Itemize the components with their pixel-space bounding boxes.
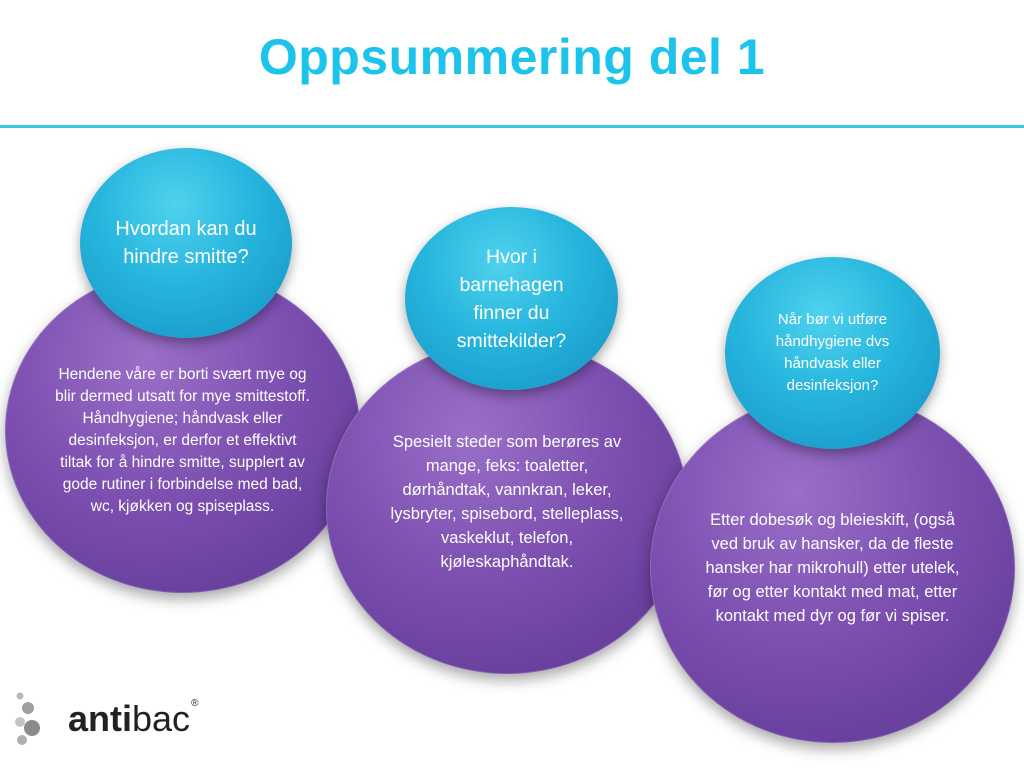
slide-title: Oppsummering del 1 — [258, 29, 766, 85]
title-divider — [0, 125, 1024, 128]
answer-text-3: Etter dobesøk og bleieskift, (også ved bruk av hansker, da de fleste hansker har mikrohull) etter utelek, før og etter kontakt med mat, etter kontakt med dyr og før vi spiser. — [705, 511, 960, 625]
antibac-logo — [12, 690, 212, 750]
logo-part1: anti — [68, 698, 133, 739]
question-bubble-2 — [405, 207, 618, 390]
question-text-1: Hvordan kan du hindre smitte? — [115, 218, 257, 268]
answer-text-1: Hendene våre er borti svært mye og blir dermed utsatt for mye smittestoff. Håndhygiene; håndvask eller desinfeksjon, er derfor et effektivt tiltak for å hindre smitte, supplert av gode rutiner i forbindelse med bad, wc, kjøkken og spiseplass. — [55, 365, 310, 515]
question-bubble-1 — [80, 148, 292, 338]
logo-part2: bac — [132, 698, 191, 739]
answer-text-2: Spesielt steder som berøres av mange, feks: toaletter, dørhåndtak, vannkran, leker, lysbryter, spisebord, stelleplass, vaskeklut, telefon, kjøleskaphåndtak. — [390, 433, 624, 571]
logo-wordmark — [68, 698, 198, 740]
question-bubble-3 — [725, 257, 940, 449]
question-text-3: Når bør vi utføre håndhygiene dvs håndvask eller desinfeksjon? — [775, 311, 890, 394]
logo-dots-icon — [12, 690, 62, 750]
logo-registered-mark: ® — [191, 698, 199, 709]
question-text-2: Hvor i barnehagen finner du smittekilder? — [456, 245, 567, 352]
answer-bubble-2 — [326, 340, 688, 674]
